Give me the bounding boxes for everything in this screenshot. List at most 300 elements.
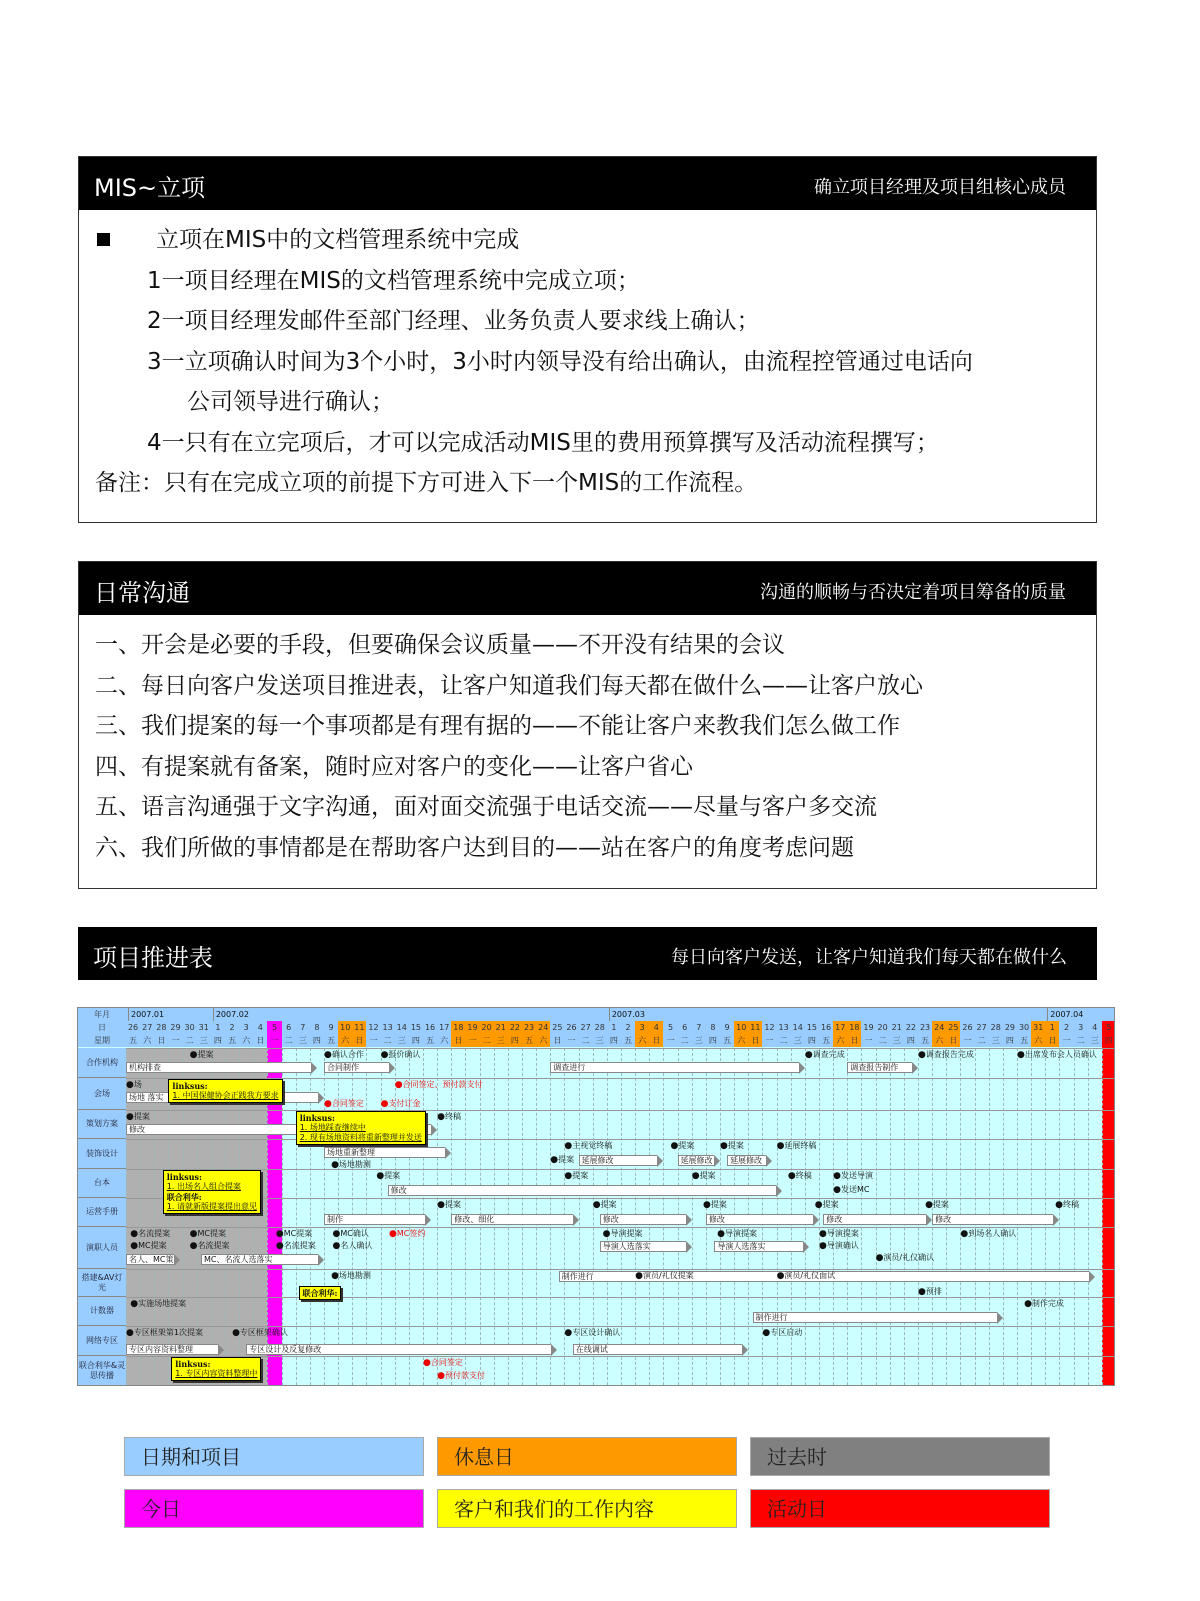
milestone: ● 实施场地提案: [130, 1299, 186, 1309]
row-divider: [126, 1110, 1114, 1111]
day-number: 13: [778, 1023, 789, 1032]
milestone: ● 提案: [815, 1200, 839, 1210]
row-divider: [126, 1356, 1114, 1357]
milestone: ● 合同签定、预付款支付: [395, 1080, 483, 1090]
day-number: 22: [509, 1023, 520, 1032]
milestone: ● 导演确认: [819, 1241, 859, 1251]
task-bar-label: 修改: [826, 1215, 843, 1225]
weekday-label: 一: [366, 1034, 380, 1047]
task-bar-label: 名人、MC策: [129, 1255, 174, 1265]
weekday-label: 日: [253, 1034, 267, 1047]
comment-note: [168, 1079, 282, 1103]
day-number: 30: [184, 1023, 195, 1032]
note-line: linksus:: [166, 1172, 202, 1182]
mis-project-section: [78, 156, 1097, 523]
weekday-label: 四: [904, 1034, 918, 1047]
milestone: ● 提案: [550, 1155, 574, 1165]
weekday-label: 一: [1059, 1034, 1073, 1047]
task-bar: [600, 1214, 686, 1225]
milestone: ● 场地勘测: [331, 1271, 371, 1281]
weekday-label: 六: [932, 1034, 946, 1047]
daily-communication-section: [78, 561, 1097, 889]
weekday-label: 一: [960, 1034, 974, 1047]
milestone: ● 演员/礼仪提案: [635, 1271, 694, 1281]
task-bar-label: 导演人选落实: [717, 1242, 766, 1251]
day-number: 6: [678, 1021, 692, 1034]
day-number: 10: [340, 1023, 351, 1032]
weekday-label: 二: [480, 1034, 494, 1047]
milestone: ● 提案: [437, 1200, 461, 1210]
task-bar: [932, 1214, 1053, 1225]
bullet-text: 立项在MIS中的文档管理系统中完成: [156, 227, 520, 253]
step-line: 3一立项确认时间为3个小时，3小时内领导没有给出确认，由流程控管通过电话向: [147, 348, 973, 375]
task-bar-label: MC、名流人选落实: [203, 1255, 273, 1265]
milestone: ● 提案: [692, 1171, 716, 1181]
day-number: 20: [877, 1023, 888, 1032]
task-bar-label: 制作进行: [561, 1272, 594, 1281]
day-number: 2: [1059, 1021, 1073, 1034]
principle-line: 三、我们提案的每一个事项都是有理有据的——不能让客户来教我们怎么做工作: [95, 713, 900, 739]
milestone: ● MC确认: [332, 1229, 368, 1239]
weekday-label: 日: [946, 1034, 960, 1047]
day-number: 15: [410, 1023, 421, 1032]
note-line: 1. 出场名人组合提案: [166, 1182, 241, 1191]
day-number: 27: [580, 1023, 591, 1032]
weekday-label: 三: [296, 1034, 310, 1047]
weekday-label: 日: [1045, 1034, 1059, 1047]
day-gridline: [1074, 1048, 1075, 1385]
day-gridline: [1102, 1048, 1103, 1385]
milestone: ● MC签约: [389, 1229, 425, 1239]
weekday-label: 四: [1102, 1034, 1115, 1047]
weekday-label: 一: [465, 1034, 479, 1047]
milestone: ● 演员/礼仪面试: [777, 1271, 836, 1281]
weekday-label: 五: [324, 1034, 338, 1047]
weekday-label: 日: [550, 1034, 564, 1047]
task-bar: [600, 1241, 686, 1252]
day-number: 5: [267, 1021, 281, 1034]
weekday-label: 二: [183, 1034, 197, 1047]
row-label: 网络专区: [78, 1326, 126, 1356]
weekday-label: 四: [409, 1034, 423, 1047]
day-number: 15: [806, 1023, 817, 1032]
weekday-label: 五: [1017, 1034, 1031, 1047]
task-bar: [706, 1214, 813, 1225]
remark-line: 备注：只有在完成立项的前提下方可进入下一个MIS的工作流程。: [95, 470, 758, 496]
weekday-label: 日: [451, 1034, 465, 1047]
task-bar: [714, 1241, 803, 1252]
day-number: 18: [849, 1023, 860, 1032]
weekday-label: 四: [508, 1034, 522, 1047]
milestone: ● 专区设计确认: [564, 1328, 620, 1338]
task-bar-label: 制作: [327, 1215, 343, 1225]
month-label: 2007.01: [128, 1008, 164, 1021]
day-number: 3: [239, 1021, 253, 1034]
milestone: ● 合同签定: [423, 1358, 463, 1368]
weekday-label: 一: [861, 1034, 875, 1047]
task-bar: [823, 1214, 926, 1225]
task-bar: [727, 1155, 766, 1166]
milestone: ● 到场名人确认: [960, 1229, 1016, 1239]
day-number: 23: [919, 1023, 931, 1032]
weekday-label: 二: [282, 1034, 296, 1047]
weekday-label: 三: [197, 1034, 211, 1047]
day-number: 19: [467, 1023, 478, 1032]
row-divider: [126, 1227, 1114, 1228]
weekday-label: 一: [267, 1034, 281, 1047]
day-number: 14: [792, 1023, 803, 1032]
legend-item: 今日: [124, 1489, 424, 1528]
weekday-label: 三: [1088, 1034, 1102, 1047]
day-number: 20: [481, 1023, 492, 1032]
day-number: 29: [1004, 1023, 1015, 1032]
weekday-label: 四: [706, 1034, 720, 1047]
day-number: 7: [692, 1021, 706, 1034]
milestone: ● 制作完成: [1024, 1299, 1064, 1309]
weekday-label: 五: [918, 1034, 932, 1047]
task-bar-label: 修改: [935, 1215, 952, 1225]
weekday-label: 五: [522, 1034, 536, 1047]
weekday-label: 二: [777, 1034, 791, 1047]
row-divider: [126, 1297, 1114, 1298]
milestone: ● 提案: [190, 1050, 214, 1060]
task-bar-label: 制作进行: [755, 1313, 788, 1323]
weekday-label: 五: [621, 1034, 635, 1047]
milestone: ● 报价确认: [381, 1050, 421, 1060]
day-number: 13: [382, 1023, 393, 1032]
comment-note: [299, 1286, 342, 1300]
month-label: 2007.03: [609, 1008, 645, 1021]
weekday-label: 四: [805, 1034, 819, 1047]
day-number: 14: [396, 1023, 407, 1032]
milestone: ● 出席发布会人员确认: [1017, 1050, 1097, 1060]
day-number: 3: [635, 1021, 649, 1034]
day-number: 21: [495, 1023, 506, 1032]
step-line: 公司领导进行确认；: [187, 389, 394, 415]
day-number: 4: [253, 1021, 267, 1034]
task-bar-label: 场地重新整理: [327, 1148, 375, 1157]
weekday-label: 一: [762, 1034, 776, 1047]
weekday-label: 六: [734, 1034, 748, 1047]
milestone: ● 终稿: [437, 1112, 461, 1122]
weekday-label: 五: [225, 1034, 239, 1047]
milestone: ● 提案: [703, 1200, 727, 1210]
note-line: 联合利华:: [302, 1288, 338, 1298]
day-number: 9: [720, 1021, 734, 1034]
day-number: 1: [607, 1021, 621, 1034]
activity-day-column: [1102, 1008, 1115, 1385]
weekday-label: 日: [154, 1034, 168, 1047]
principle-line: 六、我们所做的事情都是在帮助客户达到目的——站在客户的角度考虑问题: [95, 834, 854, 861]
milestone: ● 提案: [925, 1200, 949, 1210]
row-label: 联合利华&灵思传播: [78, 1356, 126, 1386]
day-number: 7: [296, 1021, 310, 1034]
project-gantt-chart: [77, 1007, 1115, 1386]
day-number: 31: [1033, 1023, 1044, 1032]
milestone: ● 专区启动: [762, 1328, 802, 1338]
task-bar: [573, 1344, 742, 1355]
note-line: 1. 中国保健协会正践我方要求: [172, 1091, 279, 1100]
weekday-label: 五: [126, 1034, 140, 1047]
section-header: [79, 157, 1096, 210]
weekday-label: 三: [593, 1034, 607, 1047]
day-number: 18: [453, 1023, 464, 1032]
weekday-label: 三: [890, 1034, 904, 1047]
header-divider: [126, 1048, 1114, 1049]
weekday-label: 日: [748, 1034, 762, 1047]
weekday-label: 六: [635, 1034, 649, 1047]
task-bar-label: 修改: [129, 1125, 145, 1134]
row-label: 合作机构: [78, 1048, 126, 1078]
day-number: 27: [142, 1023, 153, 1032]
milestone: ● 调查报告完成: [918, 1050, 974, 1060]
task-bar-label: 修改: [708, 1215, 725, 1225]
section-subtitle: 沟通的顺畅与否决定着项目筹备的质量: [760, 582, 1066, 603]
comment-note: [163, 1170, 261, 1214]
day-number: 2: [621, 1021, 635, 1034]
day-number: 24: [538, 1023, 549, 1032]
note-line: 1. 专区内容资料整理中: [175, 1369, 258, 1378]
task-bar-label: 延展修改: [680, 1156, 713, 1166]
milestone: ● 支付订金: [381, 1099, 421, 1109]
section-subtitle: 确立项目经理及项目组核心成员: [814, 177, 1066, 198]
row-divider: [126, 1198, 1114, 1199]
milestone: ● 导演提案: [717, 1229, 757, 1239]
row-label: 搭建&AV灯光: [78, 1269, 126, 1297]
task-bar: [550, 1062, 799, 1073]
day-number: 17: [835, 1023, 846, 1032]
comment-note: [171, 1357, 261, 1381]
milestone: ● 场: [126, 1080, 142, 1090]
task-bar-label: 调查报告制作: [850, 1063, 899, 1072]
milestone: ● 提案: [564, 1171, 588, 1181]
day-number: 17: [439, 1023, 450, 1032]
day-number: 22: [905, 1023, 916, 1032]
task-bar: [847, 1062, 912, 1073]
day-number: 24: [934, 1023, 945, 1032]
day-gridline: [1088, 1048, 1089, 1385]
day-number: 5: [1102, 1021, 1115, 1034]
milestone: ● 名人确认: [332, 1241, 372, 1251]
day-number: 3: [1074, 1021, 1088, 1034]
legend-item: 活动日: [750, 1489, 1050, 1528]
day-number: 16: [424, 1023, 436, 1032]
row-label: 台本: [78, 1169, 126, 1198]
row-label: 策划方案: [78, 1110, 126, 1139]
note-line: 1. 场地踩查继续中: [299, 1123, 366, 1132]
day-number: 26: [127, 1023, 139, 1032]
day-number: 5: [663, 1021, 677, 1034]
day-number: 30: [1018, 1023, 1030, 1032]
bullet-line: [95, 220, 1080, 261]
square-bullet-icon: [97, 233, 110, 246]
weekday-label: 日: [847, 1034, 861, 1047]
row-label: 计数器: [78, 1297, 126, 1326]
weekday-label: 三: [395, 1034, 409, 1047]
task-bar-label: 机构排查: [129, 1063, 161, 1072]
task-bar-label: 延展修改: [730, 1156, 763, 1166]
section-header: [79, 562, 1096, 615]
task-bar-label: 延展修改: [581, 1156, 614, 1166]
weekday-label: 日: [352, 1034, 366, 1047]
weekday-label: 四: [211, 1034, 225, 1047]
task-bar: [579, 1155, 658, 1166]
milestone: ● 延展终稿: [777, 1141, 817, 1151]
day-number: 11: [354, 1023, 365, 1032]
weekday-label: 五: [720, 1034, 734, 1047]
milestone: ● 预付款支付: [437, 1371, 485, 1381]
weekday-label: 三: [692, 1034, 706, 1047]
task-bar-label: 场地 落实: [129, 1093, 164, 1102]
weekday-label: 二: [381, 1034, 395, 1047]
weekday-label: 四: [607, 1034, 621, 1047]
milestone: ● 调查完成: [805, 1050, 845, 1060]
day-number: 1: [1045, 1021, 1059, 1034]
milestone: ● MC提案: [276, 1229, 312, 1239]
weekday-label: 二: [1074, 1034, 1088, 1047]
weekday-label: 一: [168, 1034, 182, 1047]
milestone: ● 发送导演: [833, 1171, 873, 1181]
day-number: 21: [891, 1023, 902, 1032]
weekday-label: 四: [310, 1034, 324, 1047]
legend-item: 日期和项目: [124, 1437, 424, 1476]
note-line: linksus:: [172, 1081, 208, 1091]
day-number: 4: [649, 1021, 663, 1034]
task-bar: [201, 1254, 318, 1265]
day-number: 6: [282, 1021, 296, 1034]
note-line: 2. 现有场地资料将重新整理并发送: [299, 1133, 422, 1142]
milestone: ● MC提案: [130, 1241, 166, 1251]
weekday-label: 一: [663, 1034, 677, 1047]
row-divider: [126, 1139, 1114, 1140]
milestone: ● 名流提案: [190, 1241, 230, 1251]
row-label: 装饰设计: [78, 1139, 126, 1169]
weekday-label: 六: [437, 1034, 451, 1047]
principle-line: 四、有提案就有备案，随时应对客户的变化——让客户省心: [95, 753, 693, 780]
task-bar: [126, 1344, 218, 1355]
principle-line: 一、开会是必要的手段，但要确保会议质量——不开没有结果的会议: [95, 632, 785, 658]
month-label: 2007.04: [1047, 1008, 1083, 1021]
note-line: linksus:: [175, 1359, 211, 1369]
section-subtitle: 每日向客户发送，让客户知道我们每天都在做什么: [671, 947, 1067, 968]
day-number: 2: [225, 1021, 239, 1034]
task-bar: [324, 1147, 445, 1158]
weekday-label: 四: [1003, 1034, 1017, 1047]
row-label: 演职人员: [78, 1227, 126, 1269]
milestone: ● 提案: [126, 1112, 150, 1122]
weekday-label: 二: [975, 1034, 989, 1047]
row-divider: [126, 1326, 1114, 1327]
task-bar: [753, 1312, 997, 1323]
day-gridline: [437, 1048, 438, 1385]
day-number: 8: [706, 1021, 720, 1034]
weekday-label: 一: [564, 1034, 578, 1047]
row-label: 运营手册: [78, 1198, 126, 1227]
weekday-label: 三: [989, 1034, 1003, 1047]
weekday-label: 六: [536, 1034, 550, 1047]
day-number: 28: [594, 1023, 605, 1032]
month-label: 2007.02: [213, 1008, 249, 1021]
day-number: 10: [736, 1023, 747, 1032]
milestone: ● 终稿: [1055, 1200, 1079, 1210]
day-gridline: [819, 1048, 820, 1385]
milestone: ● 提案: [671, 1141, 695, 1151]
task-bar-label: 合同制作: [327, 1063, 359, 1072]
day-number: 9: [324, 1021, 338, 1034]
weekday-label: 日: [649, 1034, 663, 1047]
milestone: ● 主视觉终稿: [564, 1141, 612, 1151]
milestone: ● 提案: [593, 1200, 617, 1210]
milestone: ● 导演提案: [819, 1229, 859, 1239]
task-bar: [451, 1214, 572, 1225]
legend-item: 休息日: [437, 1437, 737, 1476]
task-bar-label: 专区内容资料整理: [129, 1344, 193, 1354]
milestone: ● 专区框架第1次提案: [126, 1328, 203, 1338]
day-number: 11: [750, 1023, 761, 1032]
header-label-month: 年月: [78, 1008, 126, 1021]
task-bar: [324, 1214, 425, 1225]
weekday-label: 六: [239, 1034, 253, 1047]
day-number: 26: [566, 1023, 577, 1032]
row-label: 会场: [78, 1078, 126, 1110]
task-bar-label: 导演人选落实: [602, 1242, 651, 1251]
weekday-label: 六: [140, 1034, 154, 1047]
day-number: 31: [198, 1023, 209, 1032]
day-number: 19: [863, 1023, 874, 1032]
milestone: ● 确认合作: [324, 1050, 364, 1060]
legend-item: 过去时: [750, 1437, 1050, 1476]
principle-line: 二、每日向客户发送项目推进表，让客户知道我们每天都在做什么——让客户放心: [95, 672, 923, 699]
section-title: 项目推进表: [93, 944, 213, 972]
task-bar-label: 调查进行: [553, 1063, 586, 1072]
task-bar-label: 修改、细化: [454, 1215, 495, 1225]
milestone: ● 专区框架确认: [232, 1328, 288, 1338]
day-number: 25: [552, 1023, 563, 1032]
task-bar: [388, 1185, 777, 1196]
day-number: 12: [764, 1023, 775, 1032]
milestone: ● 名流提案: [276, 1241, 316, 1251]
day-number: 23: [523, 1023, 535, 1032]
task-bar: [126, 1254, 174, 1265]
task-bar-label: 修改: [390, 1186, 407, 1196]
section-title: 日常沟通: [94, 579, 190, 607]
weekday-label: 五: [819, 1034, 833, 1047]
weekday-label: 五: [423, 1034, 437, 1047]
weekday-label: 二: [579, 1034, 593, 1047]
weekday-label: 三: [791, 1034, 805, 1047]
milestone: ● 导演提案: [603, 1229, 643, 1239]
step-line: 4一只有在立完项后，才可以完成活动MIS里的费用预算撰写及活动流程撰写；: [147, 429, 939, 456]
day-number: 4: [1088, 1021, 1102, 1034]
row-divider: [126, 1169, 1114, 1170]
day-number: 1: [211, 1021, 225, 1034]
milestone: ● 提案: [376, 1171, 400, 1181]
weekday-label: 六: [1031, 1034, 1045, 1047]
day-number: 27: [976, 1023, 987, 1032]
task-bar-label: 修改: [602, 1215, 619, 1225]
day-gridline: [692, 1048, 693, 1385]
milestone: ● 终稿: [788, 1171, 812, 1181]
task-bar: [126, 1062, 311, 1073]
milestone: ● 预排: [918, 1287, 942, 1297]
row-divider: [126, 1269, 1114, 1270]
step-line: 2一项目经理发邮件至部门经理、业务负责人要求线上确认；: [147, 308, 760, 334]
task-bar: [324, 1062, 389, 1073]
weekday-label: 六: [338, 1034, 352, 1047]
milestone: ● 提案: [720, 1141, 744, 1151]
milestone: ● 场地勘测: [331, 1160, 371, 1170]
task-bar: [678, 1155, 714, 1166]
